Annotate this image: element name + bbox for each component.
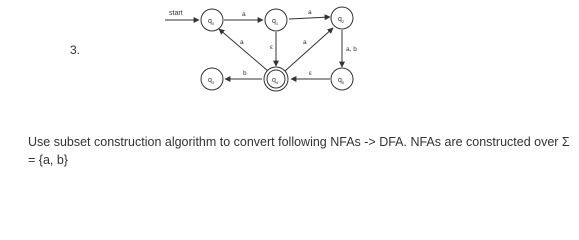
state-q3-sub: 3 bbox=[211, 80, 215, 85]
problem-number: 3. bbox=[70, 43, 81, 57]
state-q1 bbox=[265, 9, 287, 31]
state-q2-base: q bbox=[338, 16, 342, 23]
question-text: Use subset construction algorithm to convert following NFAs -> DFA. NFAs are constructed over Σ = {a, b} bbox=[28, 135, 570, 167]
state-q0 bbox=[201, 9, 223, 31]
edge-label-q1-q4: ε bbox=[270, 44, 273, 51]
edge-label-q4-q3: b bbox=[243, 70, 247, 77]
state-q0-base: q bbox=[208, 18, 212, 25]
edge-label-q4-q0: a bbox=[240, 39, 244, 46]
edge-label-q5-q4: ε bbox=[309, 70, 312, 77]
edge-label-q2-q5: a, b bbox=[346, 46, 357, 53]
state-q5-base: q bbox=[338, 77, 342, 84]
state-q2 bbox=[331, 7, 353, 29]
edge-label-q1-q2: a bbox=[308, 9, 312, 16]
state-q3-base: q bbox=[208, 77, 212, 84]
state-q1-sub: 1 bbox=[275, 21, 279, 26]
state-q0-sub: 0 bbox=[211, 21, 215, 26]
state-q4-sub: 4 bbox=[275, 80, 279, 85]
edge-q1-q2 bbox=[289, 17, 330, 19]
edge-q4-q2 bbox=[285, 28, 333, 71]
state-q5 bbox=[331, 68, 353, 90]
edge-label-q4-q2: a bbox=[303, 39, 307, 46]
state-q2-sub: 2 bbox=[341, 19, 345, 24]
state-q3 bbox=[201, 68, 223, 90]
state-q1-base: q bbox=[272, 18, 276, 25]
state-q4 bbox=[264, 67, 288, 91]
edge-q4-q0 bbox=[219, 29, 268, 71]
state-q5-sub: 5 bbox=[341, 80, 345, 85]
edge-label-q0-q1: a bbox=[242, 11, 246, 18]
start-label: start bbox=[169, 10, 183, 17]
state-q4-base: q bbox=[272, 77, 276, 84]
